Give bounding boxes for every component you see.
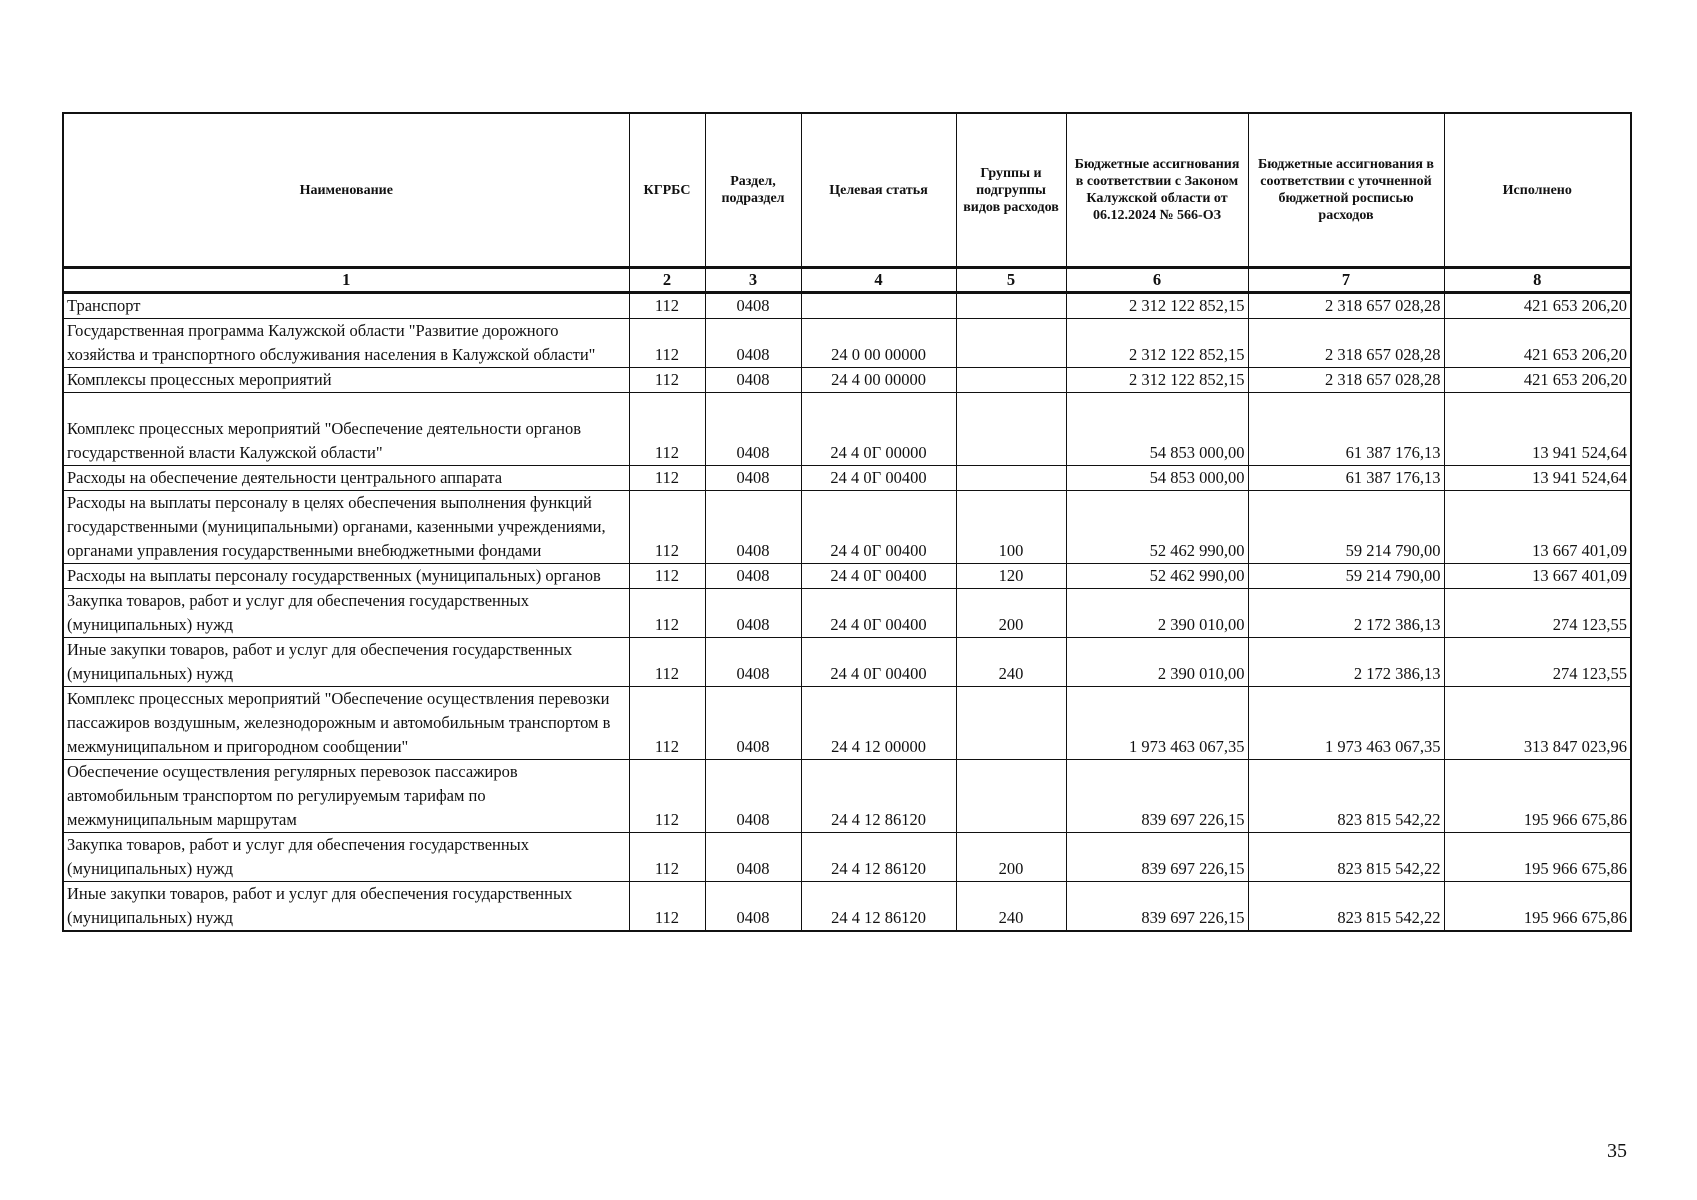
row-law-allocation: 1 973 463 067,35 (1066, 687, 1248, 760)
row-target-article: 24 4 0Г 00400 (801, 589, 956, 638)
row-plan-allocation: 2 318 657 028,28 (1248, 368, 1444, 393)
row-executed: 274 123,55 (1444, 589, 1631, 638)
header-kgrbs: КГРБС (629, 113, 705, 268)
row-target-article: 24 4 0Г 00400 (801, 491, 956, 564)
column-number-row (63, 268, 1631, 293)
row-expense-group: 100 (956, 491, 1066, 564)
row-name: Расходы на обеспечение деятельности центрального аппарата (63, 466, 629, 491)
row-plan-allocation: 823 815 542,22 (1248, 882, 1444, 932)
row-kgrbs: 112 (629, 760, 705, 833)
column-number: 3 (705, 268, 801, 293)
row-name: Закупка товаров, работ и услуг для обеспечения государственных (муниципальных) нужд (63, 833, 629, 882)
row-kgrbs: 112 (629, 393, 705, 466)
row-section: 0408 (705, 319, 801, 368)
row-plan-allocation: 2 318 657 028,28 (1248, 293, 1444, 319)
table-row (63, 466, 1631, 491)
row-kgrbs: 112 (629, 833, 705, 882)
header-name: Наименование (63, 113, 629, 268)
row-executed: 421 653 206,20 (1444, 319, 1631, 368)
row-expense-group (956, 293, 1066, 319)
column-number: 7 (1248, 268, 1444, 293)
row-section: 0408 (705, 564, 801, 589)
row-plan-allocation: 61 387 176,13 (1248, 393, 1444, 466)
row-expense-group (956, 687, 1066, 760)
row-expense-group: 240 (956, 638, 1066, 687)
row-executed: 13 941 524,64 (1444, 393, 1631, 466)
row-kgrbs: 112 (629, 293, 705, 319)
row-executed: 13 941 524,64 (1444, 466, 1631, 491)
row-kgrbs: 112 (629, 319, 705, 368)
row-name: Обеспечение осуществления регулярных перевозок пассажиров автомобильным транспортом по регулируемым тарифам по межмуниципальным маршрутам (63, 760, 629, 833)
table-row (63, 491, 1631, 564)
column-number: 2 (629, 268, 705, 293)
row-kgrbs: 112 (629, 882, 705, 932)
row-target-article: 24 4 00 00000 (801, 368, 956, 393)
column-number: 6 (1066, 268, 1248, 293)
row-target-article: 24 0 00 00000 (801, 319, 956, 368)
row-executed: 13 667 401,09 (1444, 491, 1631, 564)
row-law-allocation: 2 312 122 852,15 (1066, 293, 1248, 319)
header-expense-group: Группы и подгруппы видов расходов (956, 113, 1066, 268)
row-target-article: 24 4 0Г 00400 (801, 638, 956, 687)
header-executed: Исполнено (1444, 113, 1631, 268)
row-law-allocation: 54 853 000,00 (1066, 466, 1248, 491)
row-target-article: 24 4 0Г 00400 (801, 564, 956, 589)
row-law-allocation: 839 697 226,15 (1066, 882, 1248, 932)
row-name: Транспорт (63, 293, 629, 319)
column-number: 4 (801, 268, 956, 293)
row-section: 0408 (705, 833, 801, 882)
row-name: Закупка товаров, работ и услуг для обеспечения государственных (муниципальных) нужд (63, 589, 629, 638)
row-plan-allocation: 1 973 463 067,35 (1248, 687, 1444, 760)
table-row (63, 393, 1631, 466)
table-row (63, 638, 1631, 687)
row-law-allocation: 2 390 010,00 (1066, 589, 1248, 638)
row-section: 0408 (705, 466, 801, 491)
row-law-allocation: 839 697 226,15 (1066, 760, 1248, 833)
row-kgrbs: 112 (629, 589, 705, 638)
row-law-allocation: 52 462 990,00 (1066, 564, 1248, 589)
row-expense-group: 200 (956, 589, 1066, 638)
row-name: Расходы на выплаты персоналу государственных (муниципальных) органов (63, 564, 629, 589)
row-executed: 195 966 675,86 (1444, 760, 1631, 833)
row-expense-group (956, 368, 1066, 393)
row-law-allocation: 2 312 122 852,15 (1066, 319, 1248, 368)
row-plan-allocation: 61 387 176,13 (1248, 466, 1444, 491)
row-kgrbs: 112 (629, 491, 705, 564)
row-name: Иные закупки товаров, работ и услуг для обеспечения государственных (муниципальных) нужд (63, 638, 629, 687)
row-law-allocation: 54 853 000,00 (1066, 393, 1248, 466)
column-number: 1 (63, 268, 629, 293)
table-row (63, 564, 1631, 589)
row-kgrbs: 112 (629, 638, 705, 687)
row-plan-allocation: 823 815 542,22 (1248, 833, 1444, 882)
row-law-allocation: 839 697 226,15 (1066, 833, 1248, 882)
row-section: 0408 (705, 638, 801, 687)
row-expense-group: 200 (956, 833, 1066, 882)
row-section: 0408 (705, 393, 801, 466)
row-plan-allocation: 2 172 386,13 (1248, 638, 1444, 687)
row-law-allocation: 2 312 122 852,15 (1066, 368, 1248, 393)
row-name: Комплекс процессных мероприятий "Обеспечение осуществления перевозки пассажиров воздушным, железнодорожным и автомобильным транспортом в межмуниципальном и пригородном сообщении" (63, 687, 629, 760)
row-expense-group (956, 319, 1066, 368)
budget-table (62, 112, 1632, 932)
header-plan-allocation: Бюджетные ассигнования в соответствии с уточненной бюджетной росписью расходов (1248, 113, 1444, 268)
row-target-article: 24 4 12 00000 (801, 687, 956, 760)
table-row (63, 760, 1631, 833)
row-executed: 274 123,55 (1444, 638, 1631, 687)
header-law-allocation: Бюджетные ассигнования в соответствии с Законом Калужской области от 06.12.2024 № 566-ОЗ (1066, 113, 1248, 268)
table-row (63, 368, 1631, 393)
row-plan-allocation: 59 214 790,00 (1248, 491, 1444, 564)
row-executed: 195 966 675,86 (1444, 833, 1631, 882)
row-kgrbs: 112 (629, 466, 705, 491)
row-law-allocation: 52 462 990,00 (1066, 491, 1248, 564)
row-section: 0408 (705, 368, 801, 393)
row-section: 0408 (705, 760, 801, 833)
row-executed: 195 966 675,86 (1444, 882, 1631, 932)
header-target-article: Целевая статья (801, 113, 956, 268)
row-plan-allocation: 823 815 542,22 (1248, 760, 1444, 833)
column-number: 5 (956, 268, 1066, 293)
row-section: 0408 (705, 589, 801, 638)
header-row (63, 113, 1631, 268)
row-section: 0408 (705, 491, 801, 564)
row-kgrbs: 112 (629, 564, 705, 589)
row-kgrbs: 112 (629, 687, 705, 760)
column-number: 8 (1444, 268, 1631, 293)
header-section: Раздел, подраздел (705, 113, 801, 268)
row-executed: 13 667 401,09 (1444, 564, 1631, 589)
row-expense-group: 120 (956, 564, 1066, 589)
row-expense-group (956, 393, 1066, 466)
row-kgrbs: 112 (629, 368, 705, 393)
row-expense-group: 240 (956, 882, 1066, 932)
table-row (63, 882, 1631, 932)
table-row (63, 319, 1631, 368)
table-row (63, 293, 1631, 319)
row-target-article: 24 4 12 86120 (801, 882, 956, 932)
row-executed: 421 653 206,20 (1444, 293, 1631, 319)
row-section: 0408 (705, 687, 801, 760)
table-row (63, 833, 1631, 882)
row-section: 0408 (705, 882, 801, 932)
row-expense-group (956, 466, 1066, 491)
row-law-allocation: 2 390 010,00 (1066, 638, 1248, 687)
row-executed: 421 653 206,20 (1444, 368, 1631, 393)
row-target-article: 24 4 12 86120 (801, 833, 956, 882)
row-section: 0408 (705, 293, 801, 319)
table-row (63, 589, 1631, 638)
row-name: Иные закупки товаров, работ и услуг для обеспечения государственных (муниципальных) нужд (63, 882, 629, 932)
row-plan-allocation: 2 172 386,13 (1248, 589, 1444, 638)
row-expense-group (956, 760, 1066, 833)
row-target-article: 24 4 0Г 00000 (801, 393, 956, 466)
row-target-article: 24 4 0Г 00400 (801, 466, 956, 491)
row-plan-allocation: 2 318 657 028,28 (1248, 319, 1444, 368)
row-name: Государственная программа Калужской области "Развитие дорожного хозяйства и транспортного обслуживания населения в Калужской области" (63, 319, 629, 368)
row-target-article (801, 293, 956, 319)
row-target-article: 24 4 12 86120 (801, 760, 956, 833)
row-name: Расходы на выплаты персоналу в целях обеспечения выполнения функций государственными (муниципальными) органами, казенными учреждениями, органами управления государственными внебюджетными фондами (63, 491, 629, 564)
row-executed: 313 847 023,96 (1444, 687, 1631, 760)
page-number: 35 (1607, 1140, 1627, 1162)
row-name: Комплекс процессных мероприятий "Обеспечение деятельности органов государственной власти Калужской области" (63, 393, 629, 466)
row-plan-allocation: 59 214 790,00 (1248, 564, 1444, 589)
row-name: Комплексы процессных мероприятий (63, 368, 629, 393)
table-row (63, 687, 1631, 760)
